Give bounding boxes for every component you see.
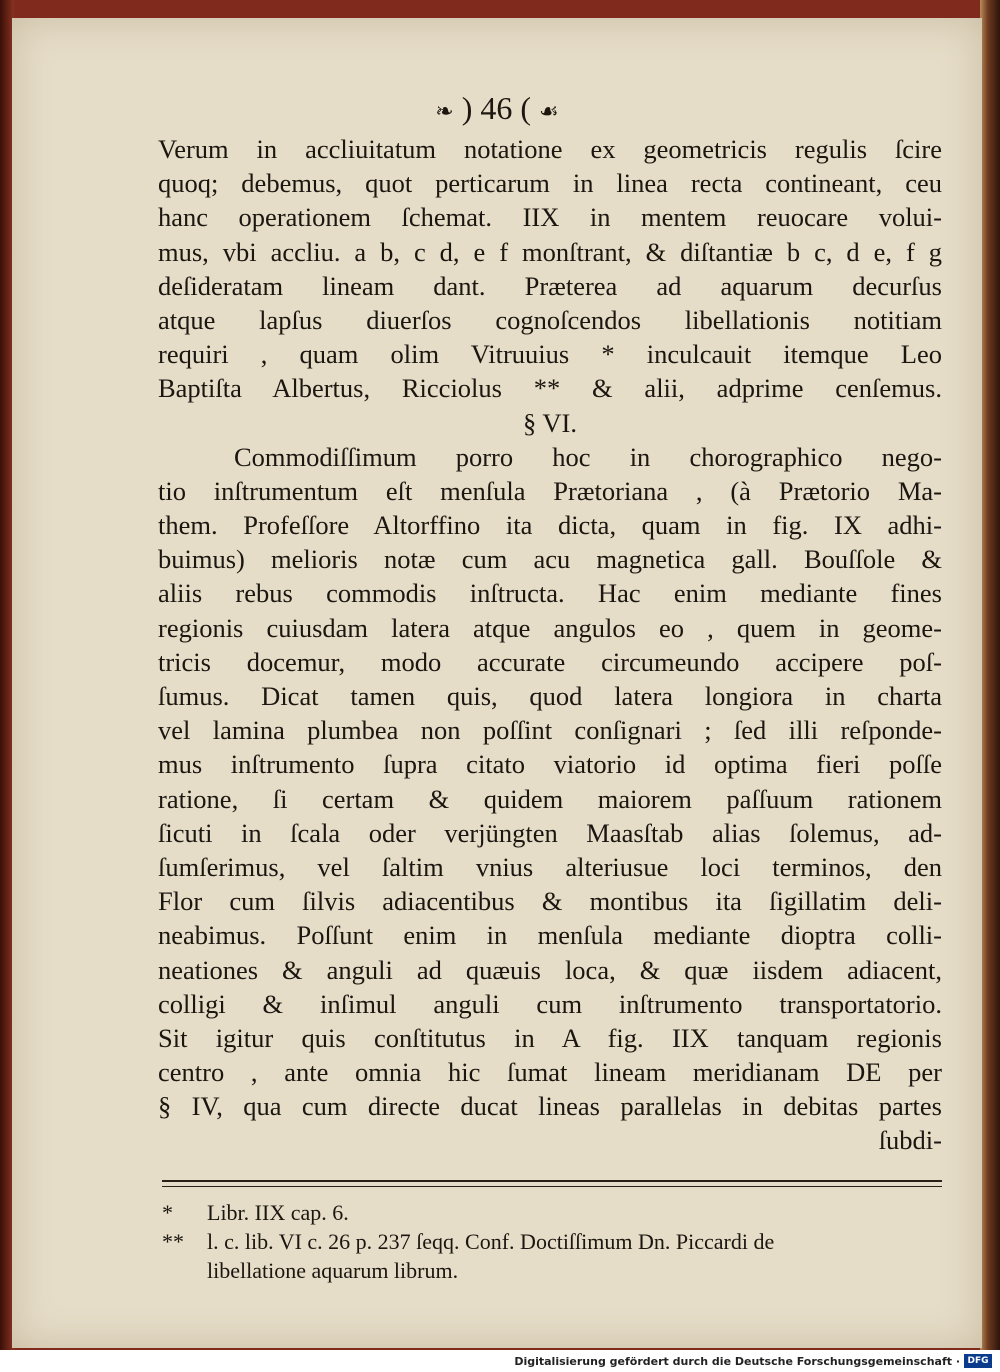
text-line: ſumus. Dicat tamen quis, quod latera longiora in charta	[158, 681, 942, 711]
text-line: neationes & anguli ad quæuis loca, & quæ iisdem adiacent,	[158, 954, 942, 985]
book-page	[12, 18, 982, 1348]
footnote-rule-thick	[162, 1180, 942, 1182]
text-line: ratione, ſi certam & quidem maiorem paſſuum rationem	[158, 783, 942, 814]
footnote-mark: **	[162, 1229, 184, 1254]
footnote-mark: *	[162, 1200, 173, 1225]
text-line: atque lapſus diuerſos cognoſcendos libellationis notitiam	[158, 304, 942, 335]
text-line: aliis rebus commodis inſtructa. Hac enim mediante fines	[158, 578, 942, 609]
page-number: ) 46 (	[461, 90, 531, 126]
page-header	[12, 90, 982, 127]
text-line: deſideratam lineam dant. Præterea ad aquarum decurſus	[158, 270, 942, 301]
catchword: ſubdi-	[878, 1125, 942, 1156]
footnote-text: libellatione aquarum librum.	[207, 1258, 459, 1283]
text-line: colligi & inſimul anguli cum inſtrumento transportatorio.	[158, 988, 942, 1019]
dfg-logo-icon: DFG	[964, 1354, 992, 1368]
text-line: Commodiſſimum porro hoc in chorographico nego-	[234, 441, 942, 472]
text-line: tricis docemur, modo accurate circumeundo accipere poſ-	[158, 646, 942, 677]
text-line: mus, vbi accliu. a b, c d, e f monſtrant, & diſtantiæ b c, d e, f g	[158, 236, 942, 267]
text-line: mus inſtrumento ſupra citato viatorio id optima fieri poſſe	[158, 749, 942, 780]
text-line: hanc operationem ſchemat. IIX in mentem reuocare volui-	[158, 202, 942, 233]
section-heading: § VI.	[523, 407, 577, 438]
footnote-2-continued	[162, 1256, 947, 1285]
text-line: them. Profeſſore Altorffino ita dicta, quam in fig. IX adhi-	[158, 510, 942, 541]
text-line: Baptiſta Albertus, Ricciolus ** & alii, adprime cenſemus.	[158, 373, 942, 404]
text-line: vel lamina plumbea non poſſint conſignari ; ſed illi reſponde-	[158, 715, 942, 746]
page-stack-edge	[980, 0, 1000, 1350]
footnotes	[162, 1198, 947, 1285]
footnote-text: Libr. IIX cap. 6.	[207, 1200, 349, 1225]
text-line: Flor cum ſilvis adiacentibus & montibus ita ſigillatim deli-	[158, 886, 942, 917]
footer-credit: Digitalisierung gefördert durch die Deutsche Forschungsgemeinschaft ·	[514, 1355, 960, 1368]
footnote-text: l. c. lib. VI c. 26 p. 237 ſeqq. Conf. Doctiſſimum Dn. Piccardi de	[207, 1229, 775, 1254]
left-ornament-icon: ❧	[435, 98, 454, 124]
footnote-1	[162, 1198, 947, 1227]
text-line: quoq; debemus, quot perticarum in linea recta contineant, ceu	[158, 168, 942, 199]
footnote-rule-thin	[162, 1186, 942, 1187]
text-line: ſicuti in ſcala oder verjüngten Maasſtab alias ſolemus, ad-	[158, 817, 942, 848]
right-ornament-icon: ☙	[539, 98, 559, 124]
text-line: requiri , quam olim Vitruuius * inculcauit itemque Leo	[158, 339, 942, 370]
text-line: neabimus. Poſſunt enim in menſula mediante dioptra colli-	[158, 920, 942, 951]
text-line: buimus) melioris notæ cum acu magnetica gall. Bouſſole &	[158, 544, 942, 575]
text-line: ſumſerimus, vel ſaltim vnius alteriusue loci terminos, den	[158, 851, 942, 882]
text-line: regionis cuiusdam latera atque angulos eo , quem in geome-	[158, 612, 942, 643]
text-line: centro , ante omnia hic ſumat lineam meridianam DE per	[158, 1057, 942, 1088]
footnote-rule	[162, 1180, 942, 1191]
main-text	[158, 132, 942, 1158]
text-line: Sit igitur quis conſtitutus in A fig. IIX tanquam regionis	[158, 1022, 942, 1053]
text-line: Verum in accliuitatum notatione ex geometricis regulis ſcire	[158, 134, 942, 164]
text-line: § IV, qua cum directe ducat lineas parallelas in debitas partes	[158, 1091, 942, 1122]
footnote-2	[162, 1227, 947, 1256]
text-line: tio inſtrumentum eſt menſula Prætoriana , (à Prætorio Ma-	[158, 475, 942, 506]
